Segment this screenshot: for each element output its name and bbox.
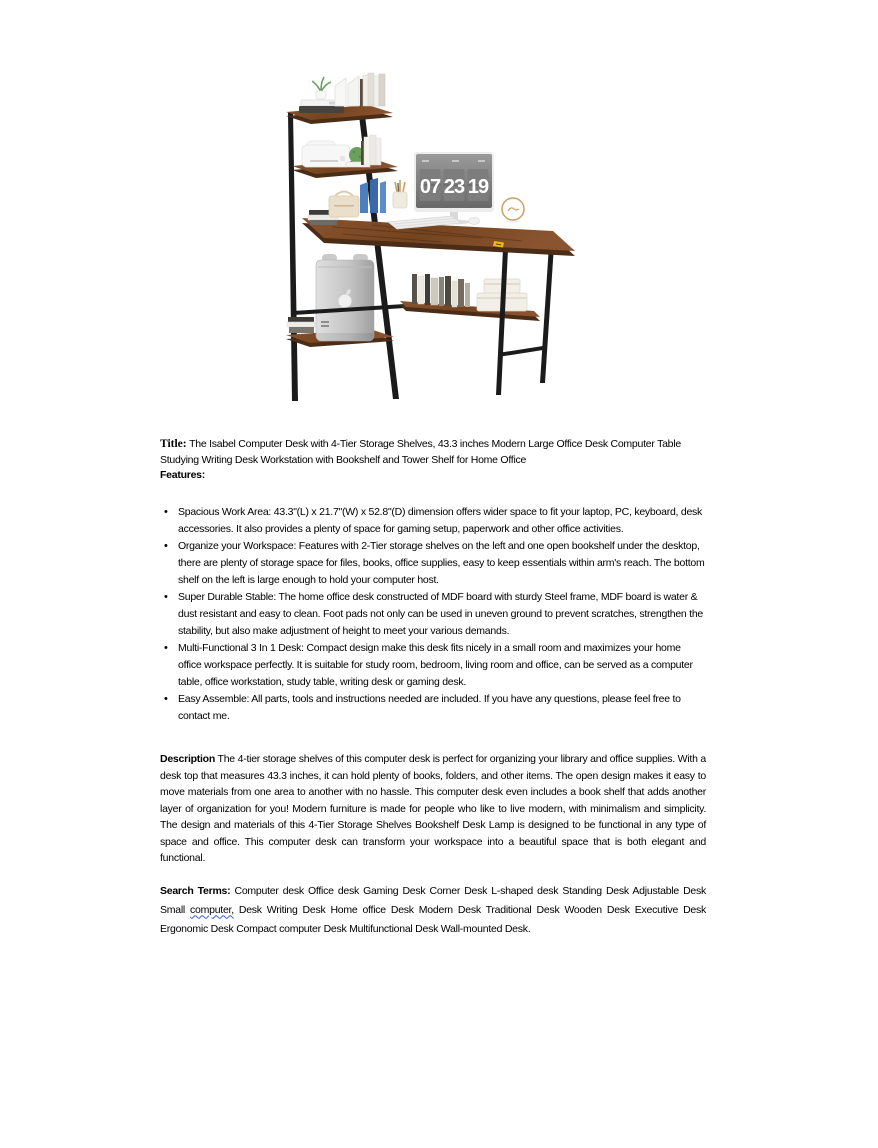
monitor	[414, 152, 494, 225]
mouse	[469, 218, 480, 225]
feature-bullet: • Easy Assemble: All parts, tools and instructions needed are included. If you have any questions, please feel free to contact me.	[163, 691, 706, 725]
search-terms-label: Search Terms:	[160, 884, 231, 897]
feature-bullet: • Organize your Workspace: Features with 2-Tier storage shelves on the left and one open bookshelf under the desktop, there are plenty of storage space for files, books, office supplies, easy to keep essentials within arm's reach. The bottom shelf on the left is large enough to hold your computer host.	[163, 538, 706, 589]
gold-ring-decor	[502, 198, 524, 223]
description-label: Description	[160, 753, 216, 765]
pc-tower	[316, 254, 374, 341]
search-terms-text-2: Desk Writing Desk Home office Desk Modern Desk Traditional Desk Wooden Desk Executive Desk Ergonomic Desk Compact computer Desk Multifunctional Desk Wall-mounted Desk.	[160, 903, 706, 935]
features-heading: Features:	[160, 469, 206, 481]
apple-logo-icon	[339, 295, 352, 308]
product-listing-text	[160, 437, 706, 939]
feature-bullet: • Multi-Functional 3 In 1 Desk: Compact design make this desk fits nicely in a small room and maximizes your home office workspace perfectly. It is suitable for study room, bedroom, living room and office, can be served as a computer table, office workstation, study table, writing desk or gaming desk.	[163, 640, 706, 691]
search-terms-text-1: Computer desk Office desk Gaming Desk Corner Desk L-shaped desk Standing Desk Adjustable Desk Small	[160, 884, 706, 916]
desk-illustration	[272, 55, 592, 435]
description-paragraph	[160, 751, 706, 867]
white-books	[361, 135, 381, 165]
title-text: The Isabel Computer Desk with 4-Tier Storage Shelves, 43.3 inches Modern Large Office Desk Computer Table Studying Writing Desk Workstation with Bookshelf and Tower Shelf for Home Office	[160, 438, 681, 466]
features-list	[160, 504, 706, 725]
search-terms-flagged-word: computer,	[190, 903, 234, 916]
clock-minutes: 23	[443, 176, 465, 198]
description-text: The 4-tier storage shelves of this computer desk is perfect for organizing your library and office supplies. With a desk top that measures 43.3 inches, it can hold plenty of books, folders, and other items. The open design makes it easy to move materials from one area to another with no hassle. This computer desk even includes a book shelf that adds another layer of organization for you! Modern furniture is made for people who like to live modern, with minimalism and simplicity. The design and materials of this 4-Tier Storage Shelves Bookshelf Desk Lamp is designed to be functional in any type of space and office. This computer desk can transform your workspace into a beautiful space that is both elegant and functional.	[160, 753, 706, 864]
pencil-cup	[393, 180, 407, 208]
magazine-file-holders	[335, 76, 359, 106]
feature-bullet: • Spacious Work Area: 43.3"(L) x 21.7"(W) x 52.8"(D) dimension offers wider space to fit your laptop, PC, keyboard, desk accessories. It also provides a plenty of space for gaming setup, paperwork and other office activities.	[163, 504, 706, 538]
feature-bullet: • Super Durable Stable: The home office desk constructed of MDF board with sturdy Steel frame, MDF board is water & dust resistant and easy to clean. Foot pads not only can be used in uneven ground to prevent scratches, strengthen the stability, but also make adjustment of height to meet your various demands.	[163, 589, 706, 640]
printer	[302, 141, 350, 167]
clock-seconds: 19	[467, 176, 489, 198]
upright-books	[360, 73, 385, 106]
bottom-shelf-books	[287, 317, 315, 333]
product-photo-desk	[272, 55, 592, 435]
desk-legs	[496, 245, 554, 395]
small-plant	[312, 77, 331, 99]
search-terms-paragraph	[160, 882, 706, 939]
blue-folders	[360, 178, 386, 213]
clock-hours: 07	[419, 176, 441, 198]
title-paragraph	[160, 437, 706, 468]
second-shelf-items	[302, 135, 381, 167]
speaker-box	[329, 192, 359, 218]
under-desk-books	[412, 274, 470, 307]
title-label: Title:	[160, 438, 187, 450]
